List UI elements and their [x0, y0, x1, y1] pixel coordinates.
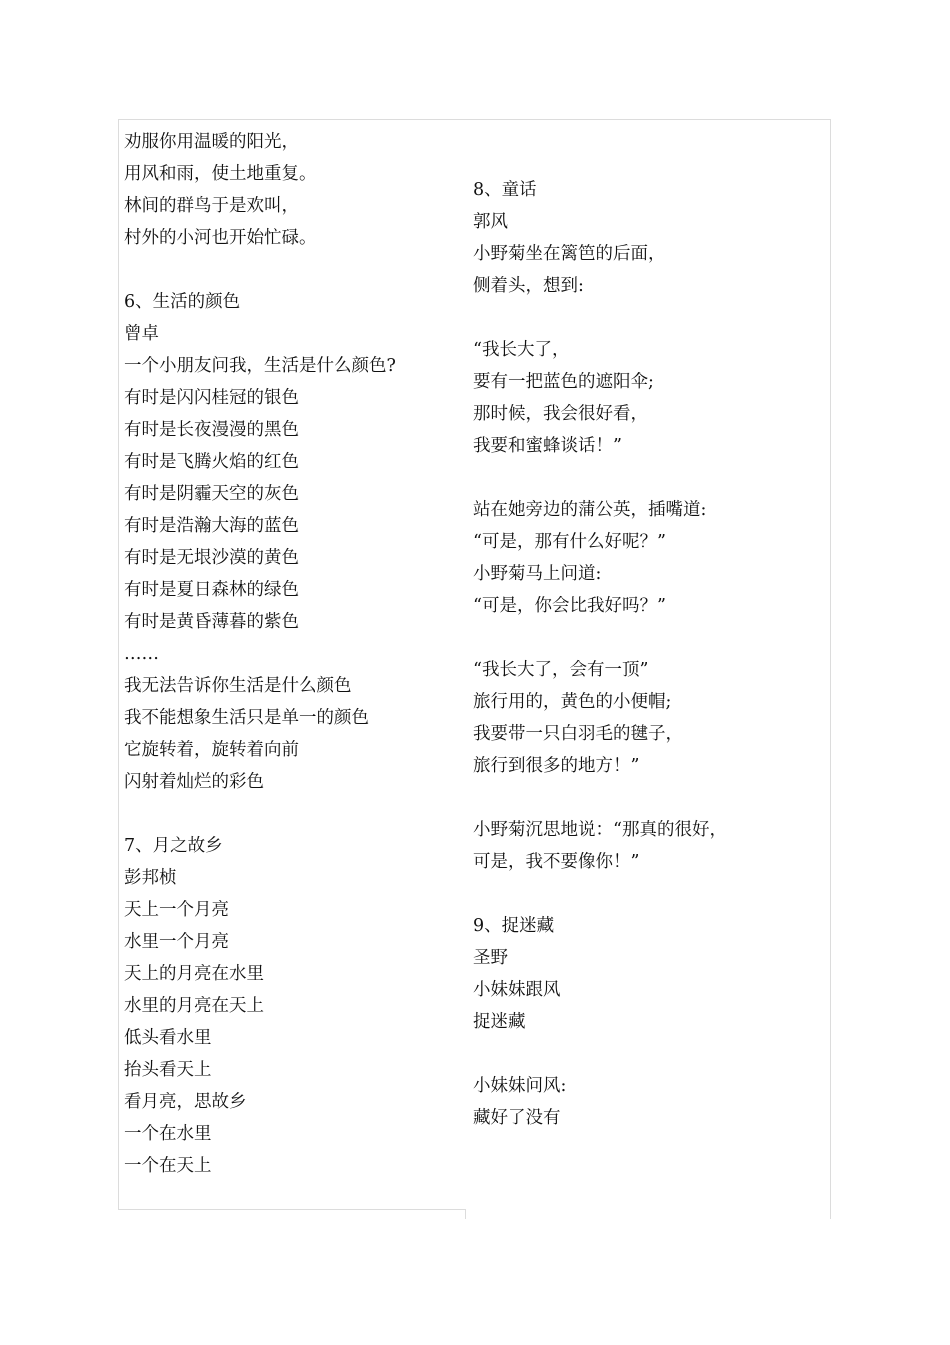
text-line: “可是，你会比我好吗？”	[473, 596, 666, 616]
page-frame-right-border	[830, 119, 831, 1219]
text-line: 低头看水里	[124, 1028, 212, 1048]
blank-line	[473, 878, 823, 910]
text-line: 天上一个月亮	[124, 900, 229, 920]
text-line: 它旋转着，旋转着向前	[124, 740, 299, 760]
text-line: 水里的月亮在天上	[124, 996, 264, 1016]
text-line: 有时是无垠沙漠的黄色	[124, 548, 299, 568]
text-line: 可是，我不要像你！”	[473, 852, 640, 872]
text-line: 有时是飞腾火焰的红色	[124, 452, 299, 472]
text-line: 我要和蜜蜂谈话！”	[473, 436, 622, 456]
blank-line	[473, 302, 823, 334]
right-text-column	[473, 174, 823, 1134]
text-line: 6、生活的颜色	[124, 292, 241, 312]
text-line: 侧着头，想到:	[473, 276, 584, 296]
text-line: 小野菊坐在篱笆的后面，	[473, 244, 666, 264]
text-line: 林间的群鸟于是欢叫，	[124, 196, 299, 216]
text-line: 水里一个月亮	[124, 932, 229, 952]
text-line: 有时是阴霾天空的灰色	[124, 484, 299, 504]
text-line: 劝服你用温暖的阳光，	[124, 132, 299, 152]
text-line: 有时是长夜漫漫的黑色	[124, 420, 299, 440]
text-line: 小野菊马上问道:	[473, 564, 602, 584]
text-line: 郭风	[473, 212, 508, 232]
text-line: 圣野	[473, 948, 508, 968]
text-line: 我无法告诉你生活是什么颜色	[124, 676, 352, 696]
page-frame-left-border	[118, 119, 119, 1210]
page-frame-bottom-border	[118, 1209, 466, 1210]
text-line: 一个在天上	[124, 1156, 212, 1176]
text-line: 有时是夏日森林的绿色	[124, 580, 299, 600]
text-line: 站在她旁边的蒲公英，插嘴道:	[473, 500, 707, 520]
blank-line	[473, 462, 823, 494]
blank-line	[473, 622, 823, 654]
text-line: 那时候，我会很好看，	[473, 404, 648, 424]
page-frame-column-divider	[465, 1210, 466, 1219]
text-line: 我要带一只白羽毛的毽子，	[473, 724, 683, 744]
text-line: 一个在水里	[124, 1124, 212, 1144]
text-line: 旅行用的，黄色的小便帽;	[473, 692, 672, 712]
blank-line	[124, 798, 459, 830]
text-line: 村外的小河也开始忙碌。	[124, 228, 317, 248]
text-line: 看月亮，思故乡	[124, 1092, 247, 1112]
text-line: 小野菊沉思地说：“那真的很好，	[473, 820, 727, 840]
text-line: 曾卓	[124, 324, 159, 344]
blank-line	[473, 1038, 823, 1070]
text-line: 7、月之故乡	[124, 836, 223, 856]
left-text-column	[124, 126, 459, 1182]
text-line: 抬头看天上	[124, 1060, 212, 1080]
text-line: “我长大了，	[473, 340, 570, 360]
text-line: ……	[124, 644, 159, 664]
blank-line	[124, 254, 459, 286]
text-line: 我不能想象生活只是单一的颜色	[124, 708, 369, 728]
text-line: 彭邦桢	[124, 868, 177, 888]
text-line: 9、捉迷藏	[473, 916, 555, 936]
text-line: 用风和雨，使土地重复。	[124, 164, 317, 184]
text-line: “我长大了，会有一顶”	[473, 660, 649, 680]
text-line: 有时是闪闪桂冠的银色	[124, 388, 299, 408]
text-line: 有时是黄昏薄暮的紫色	[124, 612, 299, 632]
text-line: 要有一把蓝色的遮阳伞;	[473, 372, 654, 392]
text-line: 旅行到很多的地方！”	[473, 756, 640, 776]
page-frame-top-border	[118, 119, 831, 120]
text-line: 有时是浩瀚大海的蓝色	[124, 516, 299, 536]
text-line: 小妹妹问风:	[473, 1076, 567, 1096]
text-line: 天上的月亮在水里	[124, 964, 264, 984]
text-line: 藏好了没有	[473, 1108, 561, 1128]
text-line: “可是，那有什么好呢？”	[473, 532, 666, 552]
text-line: 闪射着灿烂的彩色	[124, 772, 264, 792]
text-line: 小妹妹跟风	[473, 980, 561, 1000]
text-line: 8、童话	[473, 180, 537, 200]
text-line: 捉迷藏	[473, 1012, 526, 1032]
blank-line	[473, 782, 823, 814]
text-line: 一个小朋友问我，生活是什么颜色?	[124, 356, 396, 376]
